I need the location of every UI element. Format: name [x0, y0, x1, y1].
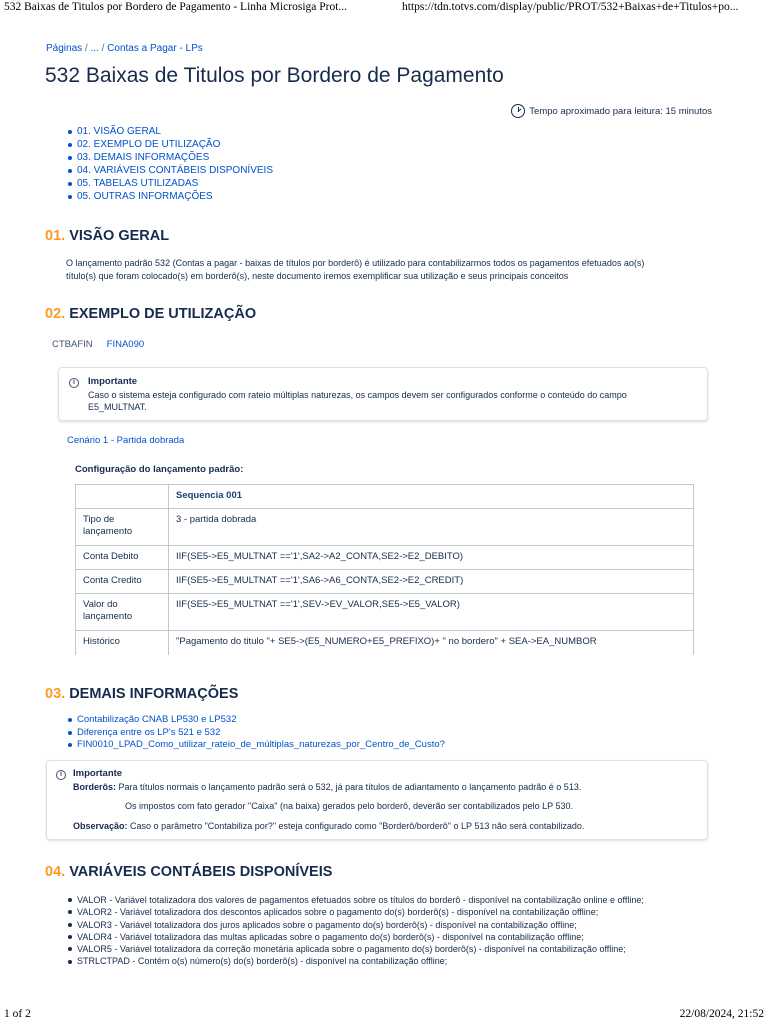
- breadcrumb: [46, 43, 203, 54]
- bullet: [68, 731, 72, 735]
- overview-line: título(s) que foram colocado(s) em borderô(s), neste documento iremos exemplificar sua utilização e seus principais conceitos: [66, 270, 569, 281]
- bullet: [68, 898, 72, 902]
- print-header-url: https://tdn.totvs.com/display/public/PROT/532+Baixas+de+Titulos+po...: [402, 1, 739, 13]
- reading-time-text: Tempo aproximado para leitura: 15 minutos: [529, 105, 712, 117]
- breadcrumb-separator: /: [84, 43, 88, 54]
- bullet: [68, 935, 72, 939]
- panel-title: Importante: [88, 376, 138, 387]
- bullet: [68, 718, 72, 722]
- table-cell-value: IIF(SE5->E5_MULTNAT =='1',SA2->A2_CONTA,SE2->E2_DEBITO): [169, 546, 694, 570]
- print-header-title: 532 Baixas de Titulos por Bordero de Pagamento - Linha Microsiga Prot...: [4, 1, 348, 13]
- toc-link[interactable]: 02. EXEMPLO DE UTILIZAÇÃO: [77, 139, 221, 150]
- section-heading-exemplo: [45, 306, 256, 322]
- toc-link[interactable]: 01. VISÃO GERAL: [77, 126, 161, 137]
- variable-text: VALOR3 - Variável totalizadora dos juros aplicados sobre o pagamento do(s) borderô(s) - disponível na contabilização offline;: [77, 919, 577, 930]
- table-header-row: [76, 485, 694, 509]
- toc-item: [66, 177, 273, 190]
- table-cell-value: 3 - partida dobrada: [169, 509, 694, 546]
- related-link[interactable]: Contabilização CNAB LP530 e LP532: [77, 714, 237, 725]
- toc-item: [66, 164, 273, 177]
- observation-label: Observação:: [73, 821, 128, 831]
- taxes-text: Os impostos com fato gerador "Caixa" (na baixa) gerados pelo borderô, deverão ser contabilizados pelo LP 530.: [125, 801, 573, 811]
- bullet: [68, 169, 72, 173]
- panel-line: E5_MULTNAT.: [88, 402, 147, 412]
- tab-ctbafin[interactable]: CTBAFIN: [52, 339, 93, 350]
- list-item: [66, 894, 644, 906]
- table-cell-value: IIF(SE5->E5_MULTNAT =='1',SEV->EV_VALOR,SE5->E5_VALOR): [169, 594, 694, 631]
- bullet: [68, 182, 72, 186]
- related-link[interactable]: FIN0010_LPAD_Como_utilizar_rateio_de_múltiplas_naturezas_por_Centro_de_Custo?: [77, 739, 445, 750]
- print-page-number: 1 of 2: [4, 1008, 31, 1020]
- table-row: [76, 594, 694, 631]
- breadcrumb-ellipsis-link[interactable]: ...: [90, 43, 99, 54]
- table-cell-label: [76, 509, 169, 546]
- section-number: 04.: [45, 864, 66, 880]
- panel-text: [73, 781, 581, 793]
- toc-item: [66, 138, 273, 151]
- toc-link[interactable]: 05. TABELAS UTILIZADAS: [77, 178, 199, 189]
- breadcrumb-separator: /: [101, 43, 105, 54]
- toc-link[interactable]: 05. OUTRAS INFORMAÇÕES: [77, 191, 213, 202]
- section-title: DEMAIS INFORMAÇÕES: [69, 686, 239, 702]
- section-heading-demais: [45, 686, 238, 702]
- section-number: 02.: [45, 306, 66, 322]
- list-item: [66, 714, 445, 727]
- variable-text: VALOR - Variável totalizadora dos valores de pagamentos efetuados sobre os títulos do borderô - disponível na contabilização online e offline;: [77, 895, 644, 905]
- variable-text: VALOR5 - Variável totalizadora da correção monetária aplicada sobre o pagamento do(s) borderô(s) - disponível na contabilização offline;: [77, 944, 626, 955]
- related-link[interactable]: Diferença entre os LP's 521 e 532: [77, 726, 221, 738]
- bullet: [68, 195, 72, 199]
- list-item: [66, 739, 445, 752]
- table-cell-label: Histórico: [76, 631, 169, 655]
- label-line: lançamento: [83, 526, 133, 537]
- label-line: Tipo de: [83, 514, 115, 525]
- important-panel: [58, 367, 708, 421]
- table-header-empty: [76, 485, 169, 509]
- label-line: lançamento: [83, 611, 133, 622]
- config-label: Configuração do lançamento padrão:: [75, 464, 244, 475]
- table-header-cell: Sequencia 001: [169, 485, 694, 509]
- list-item: [66, 931, 644, 943]
- list-item: [66, 906, 644, 918]
- bullet: [68, 743, 72, 747]
- important-panel: [46, 760, 708, 840]
- related-links-list: [66, 714, 445, 752]
- print-footer: [0, 1004, 768, 1024]
- section-number: 03.: [45, 686, 66, 702]
- toc-item: [66, 190, 273, 203]
- borderos-label: Borderôs:: [73, 782, 117, 792]
- overview-text: [66, 257, 644, 282]
- section-title: VISÃO GERAL: [69, 228, 170, 244]
- bullet: [68, 130, 72, 134]
- code-tabs: [52, 339, 144, 350]
- breadcrumb-parent-link[interactable]: Contas a Pagar - LPs: [107, 43, 203, 54]
- variable-text: STRLCTPAD - Contém o(s) número(s) do(s) borderô(s) - disponível na contabilização offline;: [77, 956, 448, 967]
- toc-item: [66, 125, 273, 138]
- overview-line: O lançamento padrão 532 (Contas a pagar - baixas de títulos por borderô) é utilizado para contabilizarmos todos os pagamentos efetuados ao(s): [66, 258, 645, 268]
- variables-list: [66, 894, 644, 968]
- table-cell-label: Conta Credito: [76, 570, 169, 594]
- table-row: [76, 546, 694, 570]
- page-title: 532 Baixas de Titulos por Bordero de Pagamento: [45, 64, 504, 87]
- borderos-text: Para títulos normais o lançamento padrão será o 532, já para títulos de adiantamento o lançamento padrão é o 513.: [118, 782, 582, 792]
- breadcrumb-root-link[interactable]: Páginas: [46, 43, 83, 54]
- print-datetime: 22/08/2024, 21:52: [679, 1008, 764, 1020]
- list-item: [66, 943, 644, 955]
- section-number: 01.: [45, 228, 66, 244]
- toc-link[interactable]: 03. DEMAIS INFORMAÇÕES: [77, 152, 210, 163]
- table-cell-value: "Pagamento do titulo "+ SE5->(E5_NUMERO+E5_PREFIXO)+ " no bordero" + SEA->EA_NUMBOR: [169, 631, 694, 655]
- table-cell-value: IIF(SE5->E5_MULTNAT =='1',SA6->A6_CONTA,SE2->E2_CREDIT): [169, 570, 694, 594]
- section-heading-variaveis: [45, 864, 332, 880]
- label-line: Valor do: [83, 599, 118, 610]
- bullet: [68, 143, 72, 147]
- bullet: [68, 156, 72, 160]
- list-item: [66, 955, 644, 967]
- table-row: [76, 631, 694, 655]
- table-of-contents: [66, 125, 273, 203]
- variable-text: VALOR4 - Variável totalizadora das multas aplicadas sobre o pagamento do(s) borderô(s) - disponível na contabilização offline;: [77, 931, 584, 942]
- toc-link[interactable]: 04. VARIÁVEIS CONTÁBEIS DISPONÍVEIS: [77, 165, 273, 176]
- table-cell-label: [76, 594, 169, 631]
- print-header: [0, 0, 768, 20]
- toc-item: [66, 151, 273, 164]
- reading-time: [511, 104, 712, 118]
- observation-body: Caso o parâmetro "Contabiliza por?" esteja configurado como "Borderô/borderô" o LP 513 não será contabilizado.: [130, 821, 585, 831]
- section-title: VARIÁVEIS CONTÁBEIS DISPONÍVEIS: [69, 864, 333, 880]
- list-item: [66, 727, 445, 740]
- bullet: [68, 947, 72, 951]
- bullet: [68, 910, 72, 914]
- panel-title: Importante: [73, 768, 123, 779]
- section-title: EXEMPLO DE UTILIZAÇÃO: [69, 306, 257, 322]
- section-heading-visao-geral: [45, 228, 169, 244]
- observation-text: [73, 820, 584, 832]
- table-row: [76, 570, 694, 594]
- config-table: [75, 484, 694, 655]
- bullet: [68, 960, 72, 964]
- tab-fina090[interactable]: FINA090: [106, 339, 145, 350]
- table-row: [76, 509, 694, 546]
- list-item: [66, 919, 644, 931]
- panel-text: [88, 389, 627, 413]
- panel-line: Caso o sistema esteja configurado com rateio múltiplas naturezas, os campos devem ser configurados conforme o conteúdo do campo: [88, 390, 627, 400]
- variable-text: VALOR2 - Variável totalizadora dos descontos aplicados sobre o pagamento do(s) borderô(s) - disponível na contabilização offline;: [77, 907, 599, 918]
- info-icon: i: [56, 770, 66, 780]
- bullet: [68, 923, 72, 927]
- table-cell-label: Conta Debito: [76, 546, 169, 570]
- info-icon: i: [69, 378, 79, 388]
- scenario-expand-link[interactable]: Cenário 1 - Partida dobrada: [67, 435, 185, 446]
- clock-icon: [511, 104, 525, 118]
